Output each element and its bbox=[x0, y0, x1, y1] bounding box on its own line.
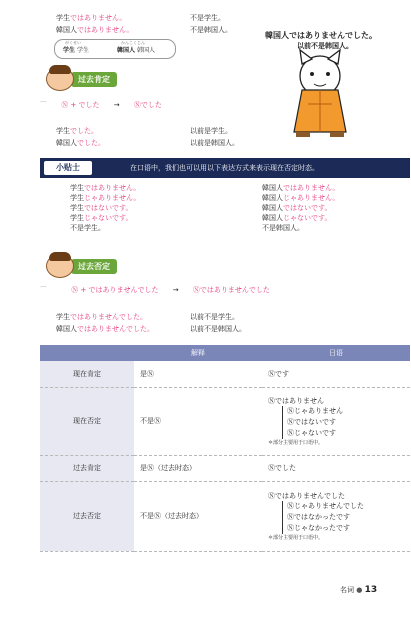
tip-left-line: 不是学生。 bbox=[70, 224, 105, 232]
tip-right-line: 韓国人じゃないです。 bbox=[262, 214, 332, 222]
example-jp-ending: ではありません。 bbox=[77, 26, 134, 34]
formula-left: Ⓝ + ではありませんでした bbox=[71, 286, 159, 294]
past-negative-badge bbox=[46, 254, 117, 278]
formula-right: Ⓝでした bbox=[133, 101, 162, 109]
row-meaning: 不是Ⓝ（过去时态） bbox=[134, 481, 262, 551]
speaker-wave-icon: ⌒ bbox=[40, 101, 47, 109]
table-row bbox=[40, 361, 410, 387]
row-label: 过去肯定 bbox=[40, 455, 134, 481]
table-header-row bbox=[40, 345, 410, 361]
alt-forms bbox=[282, 501, 409, 534]
page-footer bbox=[340, 585, 377, 595]
example-jp-word: 韓国人 bbox=[56, 325, 77, 333]
example-jp-ending: ではありませんでした。 bbox=[77, 325, 154, 333]
tip-text: 在口语中，我们也可以用以下表达方式来表示现在否定时态。 bbox=[130, 164, 319, 172]
alt-form: Ⓝじゃないです bbox=[287, 429, 336, 437]
table-row bbox=[40, 481, 410, 551]
tip-title: 小贴士 bbox=[44, 161, 92, 175]
top-example-1 bbox=[56, 13, 126, 23]
row-japanese-cell bbox=[262, 387, 410, 455]
example-jp-ending: ではありません。 bbox=[70, 14, 127, 22]
formula-right: Ⓝではありませんでした bbox=[192, 286, 270, 294]
cat-character-illustration bbox=[280, 48, 360, 140]
row-label: 过去否定 bbox=[40, 481, 134, 551]
footer-section: 名词 bbox=[340, 586, 354, 594]
page-number: 13 bbox=[364, 585, 378, 595]
past-positive-badge bbox=[46, 67, 117, 91]
usage-note: ＊部分主要用于口语中。 bbox=[268, 535, 324, 541]
table-header-blank bbox=[40, 345, 134, 361]
girl-face-icon bbox=[46, 254, 74, 278]
alt-form: Ⓝじゃありません bbox=[287, 407, 343, 415]
top-example-2-cn: 不是韩国人。 bbox=[190, 26, 232, 34]
vocab-word: 韓国人 bbox=[117, 47, 136, 54]
vocab-ruby: かんこくじん bbox=[121, 40, 145, 45]
past-negative-example-2-cn: 以前不是韩国人。 bbox=[190, 325, 246, 333]
tip-right-list bbox=[262, 183, 402, 235]
character-cn-text: 以前不是韩国人。 bbox=[297, 42, 353, 50]
example-jp-word: 学生 bbox=[56, 313, 70, 321]
usage-note: ＊部分主要用于口语中。 bbox=[268, 440, 324, 446]
vocab-ruby: がくせい bbox=[65, 40, 81, 45]
table-header-japanese: 日语 bbox=[262, 345, 410, 361]
alt-form: Ⓝじゃなかったです bbox=[287, 524, 350, 532]
tip-left-line: 学生じゃありません。 bbox=[70, 194, 141, 202]
tip-right-line: 韓国人ではありません。 bbox=[262, 184, 340, 192]
tip-left-line: 学生じゃないです。 bbox=[70, 214, 133, 222]
row-meaning: 不是Ⓝ bbox=[134, 387, 262, 455]
character-jp-text: 韓国人ではありませんでした。 bbox=[265, 31, 377, 40]
tip-right-line: 韓国人じゃありません。 bbox=[262, 194, 340, 202]
top-example-2 bbox=[56, 25, 133, 35]
row-japanese-cell bbox=[262, 481, 410, 551]
example-jp-word: 学生 bbox=[56, 127, 70, 135]
tip-left-list bbox=[70, 183, 230, 235]
grammar-summary-table bbox=[40, 345, 410, 552]
vocab-item-2 bbox=[117, 46, 155, 55]
past-negative-example-1 bbox=[56, 312, 147, 322]
past-negative-formula bbox=[40, 285, 270, 295]
girl-face-icon bbox=[46, 67, 74, 91]
row-label: 现在否定 bbox=[40, 387, 134, 455]
example-jp-ending: でした。 bbox=[70, 127, 98, 135]
row-japanese: Ⓝです bbox=[262, 361, 410, 387]
tip-right-line: 不是韩国人。 bbox=[262, 224, 304, 232]
past-positive-example-1 bbox=[56, 126, 98, 136]
speaker-wave-icon: ⌒ bbox=[40, 286, 47, 294]
tip-left-line: 学生ではありません。 bbox=[70, 184, 141, 192]
alt-form: Ⓝではなかったです bbox=[287, 513, 350, 521]
arrow-icon: → bbox=[172, 286, 179, 294]
row-japanese: Ⓝではありませんでした bbox=[268, 492, 345, 500]
row-label: 现在肯定 bbox=[40, 361, 134, 387]
formula-left: Ⓝ + でした bbox=[61, 101, 100, 109]
bullet-icon: ● bbox=[356, 586, 363, 594]
table-row bbox=[40, 455, 410, 481]
table-row bbox=[40, 387, 410, 455]
example-jp-word: 学生 bbox=[56, 14, 70, 22]
example-jp-ending: ではありませんでした。 bbox=[70, 313, 147, 321]
row-japanese: Ⓝではありません bbox=[268, 397, 324, 405]
past-positive-example-1-cn: 以前是学生。 bbox=[190, 127, 232, 135]
example-jp-word: 韓国人 bbox=[56, 26, 77, 34]
vocab-meaning: 学生 bbox=[76, 47, 89, 54]
tip-right-line: 韓国人ではないです。 bbox=[262, 204, 332, 212]
vocab-word: 学生 bbox=[63, 47, 76, 54]
alt-form: Ⓝではないです bbox=[287, 418, 336, 426]
past-positive-example-2-cn: 以前是韩国人。 bbox=[190, 139, 239, 147]
row-japanese: Ⓝでした bbox=[262, 455, 410, 481]
vocab-meaning: 韩国人 bbox=[136, 47, 155, 54]
alt-forms bbox=[282, 406, 409, 439]
past-negative-title: 过去否定 bbox=[71, 259, 117, 274]
past-positive-title: 过去肯定 bbox=[71, 72, 117, 87]
past-negative-example-1-cn: 以前不是学生。 bbox=[190, 313, 239, 321]
example-jp-word: 韓国人 bbox=[56, 139, 77, 147]
row-meaning: 是Ⓝ bbox=[134, 361, 262, 387]
past-positive-example-2 bbox=[56, 138, 105, 148]
table-header-meaning: 解释 bbox=[134, 345, 262, 361]
vocab-item-1 bbox=[63, 46, 89, 55]
example-jp-ending: でした。 bbox=[77, 139, 105, 147]
tip-bar bbox=[40, 158, 410, 178]
tip-left-line: 学生ではないです。 bbox=[70, 204, 133, 212]
alt-form: Ⓝじゃありませんでした bbox=[287, 502, 364, 510]
past-positive-formula bbox=[40, 100, 162, 110]
row-meaning: 是Ⓝ（过去时态） bbox=[134, 455, 262, 481]
arrow-icon: → bbox=[113, 101, 120, 109]
vocab-box bbox=[54, 39, 176, 59]
top-example-1-cn: 不是学生。 bbox=[190, 14, 225, 22]
past-negative-example-2 bbox=[56, 324, 154, 334]
